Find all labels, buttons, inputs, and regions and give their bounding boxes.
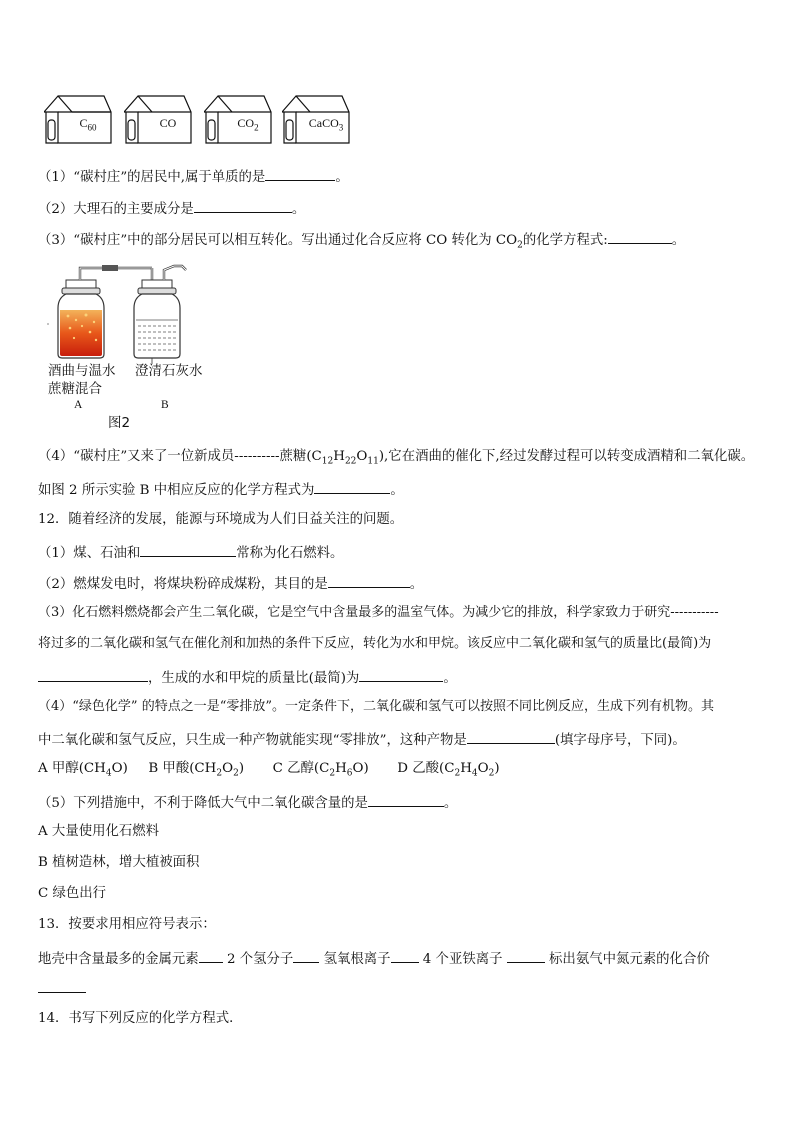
question-text: 地壳中含量最多的金属元素: [38, 952, 199, 967]
question-text: 氢氧根离子: [323, 952, 391, 967]
answer-blank[interactable]: [391, 948, 419, 963]
answer-blank[interactable]: [467, 729, 555, 744]
question-12-part5-option-c[interactable]: C 绿色出行: [38, 886, 107, 901]
house-label: CO: [159, 116, 177, 130]
option-b[interactable]: B 甲酸$(CH_2O_2)$: [148, 761, 245, 779]
answer-blank[interactable]: [507, 948, 545, 963]
answer-blank[interactable]: [199, 948, 223, 963]
question-4-line2: [38, 479, 404, 500]
question-text: (填字母序号，下同)。: [554, 733, 686, 748]
question-12-part3-line1: （3）化石燃料燃烧都会产生二氧化碳，它是空气中含量最多的温室气体。为减少它的排放，科学家致力于研究-----------: [38, 605, 719, 620]
option-a[interactable]: A 甲醇$(CH_4O)$: [38, 761, 128, 779]
subscript: 11: [367, 456, 379, 467]
question-text: （2）燃煤发电时，将煤块粉碎成煤粉，其目的是: [38, 577, 328, 592]
question-12-part5-option-a[interactable]: A 大量使用化石燃料: [38, 824, 160, 839]
subscript: 12: [321, 456, 334, 467]
question-text: 的化学方程式:: [522, 233, 608, 248]
question-12-part5: [38, 792, 457, 813]
question-text: 。: [291, 202, 306, 217]
house-label: $CO_2$: [237, 116, 259, 133]
question-text: 2 个氢分子: [226, 952, 294, 967]
answer-blank[interactable]: [38, 667, 148, 682]
question-text: （1）煤、石油和: [38, 546, 141, 561]
option-d[interactable]: D 乙酸$(C_2H_4O_2)$: [397, 761, 500, 779]
subscript: 22: [344, 456, 357, 467]
apparatus-drawing: [40, 258, 230, 368]
answer-blank[interactable]: [194, 198, 292, 213]
figure-caption: 图2: [108, 415, 131, 431]
question-text: H: [333, 449, 345, 464]
question-12-part1: [38, 542, 343, 563]
answer-blank[interactable]: [368, 792, 444, 807]
option-c[interactable]: C 乙醇$(C_2H_6O)$: [272, 761, 369, 779]
question-text: O: [356, 449, 368, 464]
question-12-part4-line2: [38, 729, 686, 750]
question-text: （4）“碳村庄”又来了一位新成员----------蔗糖(C: [38, 449, 322, 464]
question-text: 。: [390, 483, 404, 498]
question-text: 。: [335, 170, 349, 185]
question-3: [38, 229, 685, 250]
question-text: ，生成的水和甲烷的质量比(最简)为: [148, 671, 360, 686]
question-14-title: 14．书写下列反应的化学方程式．: [38, 1011, 243, 1026]
answer-blank[interactable]: [608, 229, 672, 244]
question-text: （5）下列措施中，不利于降低大气中二氧化碳含量的是: [38, 796, 368, 811]
letter-b: B: [161, 399, 169, 411]
answer-blank[interactable]: [328, 573, 410, 588]
answer-blank[interactable]: [265, 166, 335, 181]
house-caco3: [282, 94, 350, 144]
house-co: [124, 94, 192, 144]
question-13-title: 13．按要求用相应符号表示：: [38, 917, 216, 932]
house-co2: [204, 94, 272, 144]
question-text: 。: [443, 796, 458, 811]
letter-a: A: [74, 399, 83, 411]
question-text: （3）“碳村庄”中的部分居民可以相互转化。写出通过化合反应将 CO 转化为 CO: [38, 233, 518, 248]
subscript: 2: [517, 240, 523, 251]
question-13-items: [38, 948, 710, 969]
house-c60: [44, 94, 112, 144]
question-12-options: [38, 760, 500, 778]
question-12-part2: [38, 573, 423, 594]
question-text: 4 个亚铁离子: [422, 952, 503, 967]
answer-blank[interactable]: [293, 948, 319, 963]
question-12-title: 12．随着经济的发展，能源与环境成为人们日益关注的问题。: [38, 512, 404, 527]
question-text: 。: [443, 671, 457, 686]
question-12-part3-line2: 将过多的二氧化碳和氢气在催化剂和加热的条件下反应，转化为水和甲烷。该反应中二氧化碳和氢气的质量比(最简)为: [38, 636, 712, 651]
house-label: $C_{60}$: [79, 116, 97, 133]
label-b: 澄清石灰水: [135, 363, 203, 379]
fermentation-apparatus-figure: [40, 258, 230, 438]
house-label: CaCO$_3$: [308, 116, 344, 133]
answer-blank[interactable]: [38, 978, 86, 993]
label-a-line2: 蔗糖混合: [48, 381, 102, 397]
question-12-part5-option-b[interactable]: B 植树造林，增大植被面积: [38, 855, 200, 870]
answer-blank[interactable]: [140, 542, 236, 557]
question-text: 。: [409, 577, 424, 592]
question-text: 常称为化石燃料。: [236, 546, 344, 561]
label-a-line1: 酒曲与温水: [48, 363, 116, 379]
question-text: （2）大理石的主要成分是: [38, 202, 194, 217]
question-2: [38, 198, 305, 219]
question-text: 。: [671, 233, 686, 248]
question-text: 标出氨气中氮元素的化合价: [549, 952, 710, 967]
question-12-part3-line3: [38, 667, 457, 688]
question-text: 如图 2 所示实验 B 中相应反应的化学方程式为: [38, 483, 315, 498]
question-text: 中二氧化碳和氢气反应，只生成一种产物就能实现“零排放”，这种产物是: [38, 733, 467, 748]
answer-blank[interactable]: [359, 667, 443, 682]
question-text: ),它在酒曲的催化下,经过发酵过程可以转变成酒精和二氧化碳。: [378, 449, 755, 464]
question-12-part4-line1: （4）“绿色化学” 的特点之一是“零排放”。一定条件下，二氧化碳和氢气可以按照不同比例反应，生成下列有机物。其: [38, 699, 714, 714]
question-text: （1）“碳村庄”的居民中,属于单质的是: [38, 170, 266, 185]
question-1: [38, 166, 349, 187]
question-13-last-blank: [38, 978, 86, 999]
answer-blank[interactable]: [314, 479, 390, 494]
question-4-line1: [38, 448, 754, 466]
